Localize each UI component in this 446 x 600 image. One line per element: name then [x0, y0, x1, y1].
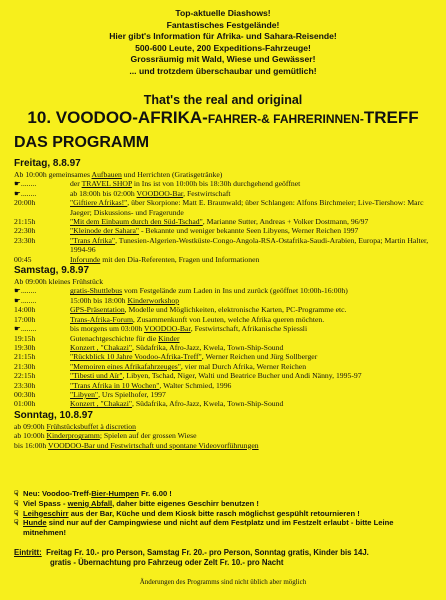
- row-text: Inforunde: [70, 254, 101, 264]
- intro-line: Hier gibt's Information für Afrika- und Sahara-Reisende!: [109, 31, 337, 42]
- row-description: [70, 381, 446, 390]
- row-time: ☛........: [14, 188, 37, 198]
- row-time: ☛........: [14, 295, 37, 305]
- row-text: , Walter Schmied, 1996: [159, 380, 232, 390]
- row-text: Aufbauen: [91, 170, 122, 179]
- row-text: bis 16:00h: [14, 440, 49, 450]
- row-text: mit den Dia-Referenten, Fragen und Informationen: [100, 254, 260, 264]
- schedule-row: [0, 315, 446, 324]
- note-part: Neu: Voodoo-Treff-: [23, 489, 92, 498]
- note-part: Fr. 6.00 !: [138, 489, 172, 498]
- intro-line: Fantastisches Festgelände!: [166, 19, 280, 30]
- schedule-row: [0, 362, 446, 371]
- entry-line1: Freitag Fr. 10.- pro Person, Samstag Fr. 20.- pro Person, Sonntag gratis, Kinder bis 14J.: [46, 548, 369, 557]
- schedule-row: [0, 226, 446, 235]
- row-description: [70, 226, 446, 235]
- note-item: [14, 509, 434, 519]
- note-part: sind nur auf der Campingwiese und nicht auf dem Festplatz und im Festzelt erlaubt - bitte Leine mitnehmen!: [23, 518, 394, 538]
- schedule-row: [0, 381, 446, 390]
- schedule-row: [0, 324, 446, 333]
- schedule-row: [0, 189, 446, 198]
- day-heading: Sonntag, 10.8.97: [14, 409, 93, 421]
- note-text: [23, 518, 434, 538]
- row-text: "Libyen": [70, 389, 99, 399]
- row-text: Trans-Afrika-Forum: [70, 314, 133, 324]
- row-time: 14:00h: [14, 305, 36, 315]
- row-time: 20:00h: [14, 198, 36, 208]
- row-text: , Libyen, Tschad, Niger, Walti und Beatrice Bucher und Andi Nänny, 1995-97: [122, 371, 362, 381]
- row-text: TRAVEL SHOP: [81, 179, 132, 189]
- row-description: [70, 179, 446, 188]
- intro-line: 500-600 Leute, 200 Expeditions-Fahrzeuge!: [135, 42, 311, 53]
- row-description: [70, 305, 446, 314]
- row-text: , Festwirtschaft, Afrikanische Spiessli: [190, 324, 308, 334]
- note-part: Bier-Humpen: [91, 489, 139, 498]
- title-end: TREFF: [363, 108, 419, 127]
- schedule-row: [0, 286, 446, 295]
- row-text: ; Spielen auf der grossen Wiese: [99, 431, 197, 441]
- row-time: 19:15h: [14, 333, 36, 343]
- row-text: Kinderprogramm: [46, 431, 100, 441]
- row-text: Ab 10:00h gemeinsames: [14, 170, 92, 179]
- schedule-row: [0, 422, 446, 431]
- note-item: [14, 499, 434, 509]
- row-description: [70, 362, 446, 371]
- intro-line: Top-aktuelle Diashows!: [175, 8, 271, 18]
- entry-label: Eintritt:: [14, 548, 42, 557]
- row-text: bis morgens um 03:00h: [70, 324, 145, 334]
- note-item: [14, 518, 434, 538]
- row-text: , vier mal Durch Afrika, Werner Reichen: [180, 361, 307, 371]
- schedule-row: [0, 296, 446, 305]
- row-description: [70, 315, 446, 324]
- intro-line: Grossräumig mit Wald, Wiese und Gewässer!: [130, 54, 316, 65]
- notes-block: [14, 489, 434, 538]
- row-text: "Memoiren eines Afrikafahrzeuges": [70, 361, 181, 371]
- row-text: und Herrichten (Gratisgetränke): [121, 170, 223, 179]
- row-text: Kinder: [158, 333, 180, 343]
- row-text: "Kleinode der Sahara": [70, 226, 140, 236]
- row-text: "Rückblick 10 Jahre Voodoo-Afrika-Treff": [70, 352, 202, 362]
- row-text: , Marianne Sutter, Andreas + Volker Dostmann, 96/97: [202, 217, 369, 227]
- row-text: , Festwirtschaft: [183, 188, 231, 198]
- row-text: GPS-Präsentation: [70, 305, 125, 315]
- schedule-row: [0, 343, 446, 352]
- row-text: Ab 09:00h kleines Frühstück: [14, 277, 104, 287]
- row-time: 17:00h: [14, 314, 36, 324]
- row-text: ab 09:00h: [14, 421, 47, 431]
- row-text: "Trans Afrika": [70, 235, 116, 245]
- note-part: wenig Abfall: [67, 498, 113, 508]
- note-text: [23, 499, 259, 509]
- row-text: Gutenachtgeschichte für die: [70, 333, 159, 343]
- note-part: , daher bitte eigenes Geschirr benutzen !: [112, 498, 259, 508]
- row-description: [70, 390, 446, 399]
- row-description: [70, 286, 446, 295]
- note-part: Leihgeschirr: [23, 508, 69, 518]
- row-time: 23:30h: [14, 235, 36, 245]
- row-time: 21:15h: [14, 352, 36, 362]
- row-text: - Bekannte und weniger bekannte Seen Libyens, Werner Reichen 1997: [139, 226, 359, 236]
- schedule-row: [0, 170, 446, 179]
- schedule-row: [0, 334, 446, 343]
- row-time: 22:30h: [14, 226, 36, 236]
- row-time: 00:45: [14, 254, 32, 264]
- row-text: , Tunesien-Algerien-Westküste-Congo-Angola-RSA-Ostafrika-Saudi-Arabien, Europa; Martin Halter, 1994-96: [70, 235, 429, 255]
- row-text: "Trans Afrika in 10 Wochen": [70, 380, 160, 390]
- programm-heading: DAS PROGRAMM: [14, 134, 150, 151]
- row-text: Kinderworkshop: [127, 295, 180, 305]
- row-text: VOODOO-Bar und Festwirtschaft und spontane Videovorführungen: [48, 440, 259, 450]
- slogan: That's the real and original: [143, 93, 303, 107]
- row-text: Konzert , "Chakazi": [70, 342, 132, 352]
- entry-block: [14, 548, 434, 568]
- schedule-row: [0, 255, 446, 264]
- pointing-hand-icon: ☟: [14, 508, 19, 518]
- row-text: , Urs Spielhofer, 1997: [98, 389, 166, 399]
- row-time: ☛........: [14, 179, 37, 189]
- row-text: , über Skorpione: Matt E. Braunwald; über Schlangen: Alfons Birchmeier; Live-Tiershow: Marc Jaeger; Diskussions- und Fragerunde: [70, 198, 424, 217]
- schedule-row: [0, 431, 446, 440]
- schedule-row: [0, 352, 446, 361]
- row-description: [70, 255, 446, 264]
- row-description: [70, 198, 446, 217]
- title-small: FAHRER-& FAHRERINNEN-: [207, 112, 364, 126]
- row-text: "Tibesti und Aïr": [70, 371, 123, 381]
- schedule-row: [0, 277, 446, 286]
- schedule-row: [0, 399, 446, 408]
- row-time: 23:30h: [14, 380, 36, 390]
- row-time: 21:15h: [14, 217, 36, 227]
- pointing-hand-icon: ☟: [14, 489, 19, 498]
- note-part: aus der Bar, Küche und dem Kiosk bitte rasch möglichst gespühlt retournieren !: [68, 508, 360, 518]
- schedule-row: [0, 371, 446, 380]
- schedule-row: [0, 441, 446, 450]
- row-text: , Werner Reichen und Jürg Sollberger: [201, 352, 318, 362]
- row-text: , Zusammenkunft von Leuten, welche Afrika queren möchten.: [132, 314, 325, 324]
- row-text: der: [70, 179, 82, 189]
- schedule-row: [0, 305, 446, 314]
- row-text: Frühstücksbuffet à discretion: [46, 421, 136, 431]
- note-part: Viel Spass -: [23, 498, 68, 508]
- schedule-row: [0, 198, 446, 217]
- row-description: [70, 217, 446, 226]
- row-text: ab 10:00h: [14, 431, 47, 441]
- schedule-row: [0, 390, 446, 399]
- intro-block: [0, 8, 446, 78]
- note-text: [23, 509, 360, 519]
- row-description: [70, 343, 446, 352]
- title-main: 10. VOODOO-AFRIKA-: [27, 108, 208, 127]
- row-description: [70, 352, 446, 361]
- pointing-hand-icon: ☟: [14, 518, 19, 528]
- row-description: [70, 371, 446, 380]
- row-text: 15:00h bis 18:00h: [70, 295, 128, 305]
- schedule: [0, 157, 446, 450]
- schedule-row: [0, 236, 446, 255]
- schedule-row: [0, 179, 446, 188]
- row-time: ☛........: [14, 324, 37, 334]
- row-text: vom Festgelände zum Laden in Ins und zurück (geöffnet 10:00h-16:00h): [122, 286, 348, 296]
- entry-line2: gratis - Übernachtung pro Fahrzeug oder Zelt Fr. 10.- pro Nacht: [50, 558, 284, 567]
- event-title: [0, 108, 446, 128]
- row-description: [70, 324, 446, 333]
- row-text: VOODOO-Bar: [136, 188, 184, 198]
- pointing-hand-icon: ☟: [14, 498, 19, 508]
- row-text: Konzert , "Chakazi": [70, 399, 132, 409]
- footer-note: Änderungen des Programms sind nicht üblich aber möglich: [139, 578, 307, 586]
- row-time: ☛........: [14, 286, 37, 296]
- row-time: 01:00h: [14, 399, 36, 409]
- row-text: VOODOO-Bar: [144, 324, 191, 334]
- row-time: 00:30h: [14, 389, 36, 399]
- row-text: , Modelle und Möglichkeiten, elektronische Karten, PC-Programme etc.: [124, 305, 347, 315]
- row-text: "Giftiere Afrikas!": [70, 198, 128, 208]
- row-description: [70, 236, 446, 255]
- row-description: [70, 334, 446, 343]
- note-text: [23, 489, 172, 499]
- row-text: ab 18:00h bis 02:00h: [70, 188, 137, 198]
- row-description: [70, 189, 446, 198]
- intro-line: ... und trotzdem überschaubar und gemütlich!: [129, 65, 317, 76]
- note-part: Hunde: [23, 518, 47, 528]
- row-time: 22:15h: [14, 371, 36, 381]
- row-time: 19:30h: [14, 342, 36, 352]
- row-text: in Ins ist von 10:00h bis 18:30h durchgehend geöffnet: [131, 179, 301, 189]
- row-description: [70, 296, 446, 305]
- row-description: [70, 399, 446, 408]
- row-text: , Südafrika, Afro-Jazz, Kwela, Town-Ship-Sound: [132, 399, 284, 409]
- row-text: "Mit dem Einbaum durch den Süd-Tschad": [70, 217, 203, 227]
- row-time: 21:30h: [14, 361, 36, 371]
- row-text: gratis-Shuttlebus: [70, 286, 123, 296]
- schedule-row: [0, 217, 446, 226]
- day-heading: Samstag, 9.8.97: [14, 265, 90, 277]
- note-item: [14, 489, 434, 499]
- day-heading: Freitag, 8.8.97: [14, 158, 81, 169]
- row-text: , Südafrika, Afro-Jazz, Kwela, Town-Ship-Sound: [132, 342, 284, 352]
